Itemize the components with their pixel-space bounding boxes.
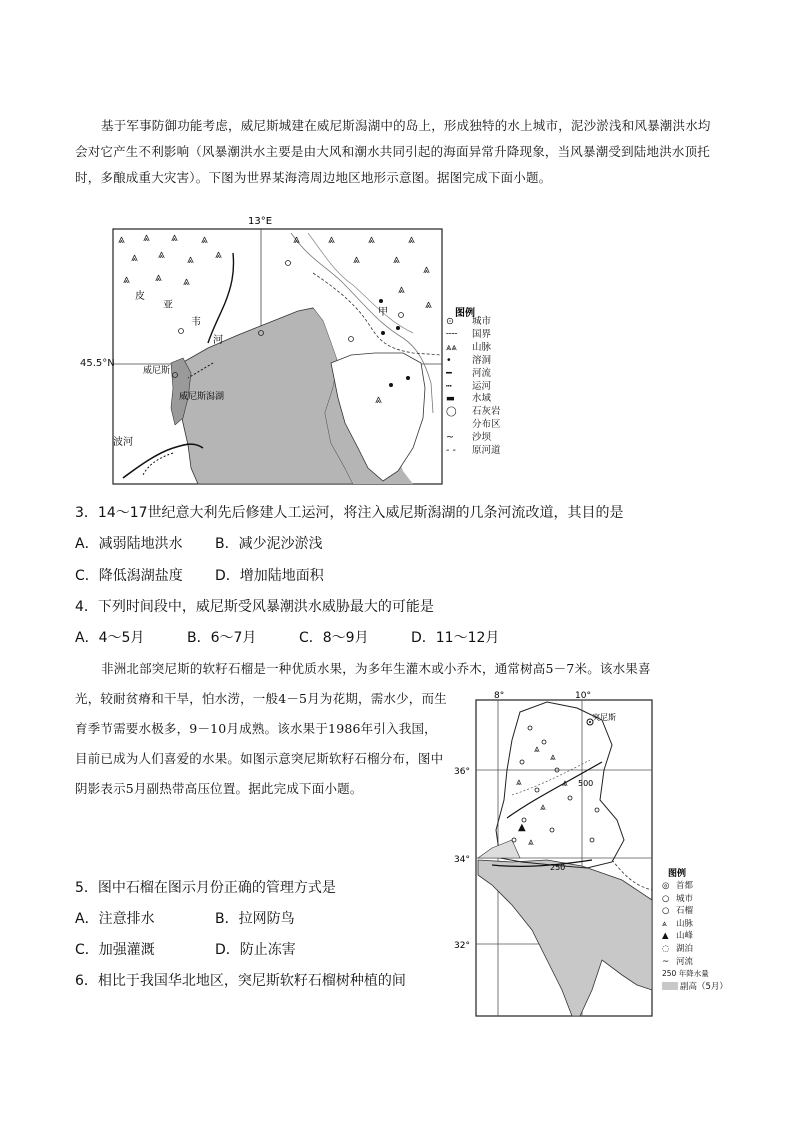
q5-options-row1 <box>75 908 295 928</box>
svg-text:⩓: ⩓ <box>171 230 178 244</box>
map2-legend-title: 图例 <box>668 869 687 879</box>
river2-icon: ~ <box>662 956 670 967</box>
legend-city2: 城市 <box>676 893 694 904</box>
svg-text:⩓: ⩓ <box>528 837 534 848</box>
legend-canal: 运河 <box>472 380 492 392</box>
lon-label: 13°E <box>248 216 273 227</box>
subtropical-high-icon <box>662 982 678 990</box>
q4-options <box>75 627 499 647</box>
svg-text:▲: ▲ <box>518 822 526 833</box>
svg-text:⩓: ⩓ <box>131 250 138 264</box>
legend-peak: 山峰 <box>676 931 694 942</box>
q5-option-c[interactable]: C．加强灌溉 <box>75 942 155 958</box>
legend-cave: 溶洞 <box>472 354 492 366</box>
q3-options-row1 <box>75 533 323 553</box>
legend-river2: 河流 <box>676 956 694 967</box>
svg-text:⩓: ⩓ <box>158 247 165 261</box>
legend-border: 国界 <box>472 328 492 340</box>
legend-water: 水域 <box>472 393 492 405</box>
legend-mountain: 山脉 <box>472 341 492 353</box>
svg-text:⩓: ⩓ <box>328 232 335 246</box>
mountain2-icon: ⩓ <box>662 918 667 929</box>
map-venice-gulf <box>113 213 475 489</box>
q3-option-a[interactable]: A．减弱陆地洪水 <box>75 536 183 552</box>
legend-high: 副高（5月） <box>680 981 728 992</box>
canal-icon: ┅ <box>446 380 452 392</box>
city-icon: ⊙ <box>446 316 454 327</box>
border-icon: ╌╌ <box>446 328 458 340</box>
passage-2-line1-text: 非洲北部突尼斯的软籽石榴是一种优质水果，为多年生灌木或小乔木，通常树高5－7米。该水果喜 <box>101 661 651 676</box>
svg-text:⩓: ⩓ <box>368 232 375 246</box>
passage-1 <box>75 113 720 191</box>
legend-mountain2: 山脉 <box>676 918 694 929</box>
lon-10-label: 10° <box>575 691 591 701</box>
legend-limestone: 石灰岩 <box>472 406 501 418</box>
q4-option-d[interactable]: D．11～12月 <box>411 630 500 646</box>
svg-text:⩓: ⩓ <box>425 297 432 311</box>
passage-2-rest: 光，较耐贫瘠和干旱，怕水涝，一般4－5月为花期，需水少，而生育季节需要水极多，9－10月成熟。该水果于1986年引入我国，目前已成为人们喜爱的水果。如图示意突尼斯软籽石榴分布，图中阴影表示5月副热带高压位置。据此完成下面小题。 <box>75 691 447 796</box>
lagoon-label: 威尼斯潟湖 <box>179 392 225 402</box>
lat-32-label: 32° <box>454 941 470 951</box>
svg-text:⩓: ⩓ <box>534 744 540 755</box>
peak-icon: ▲ <box>662 931 669 942</box>
legend-sandbar: 沙坝 <box>472 432 492 444</box>
legend-pomegranate: 石榴 <box>676 906 694 917</box>
svg-text:⩓: ⩓ <box>550 752 556 763</box>
venice-label: 威尼斯 <box>143 366 171 376</box>
svg-text:⩓: ⩓ <box>408 232 415 246</box>
svg-text:⩓: ⩓ <box>187 252 194 266</box>
svg-text:⩓: ⩓ <box>353 252 360 266</box>
svg-text:⩓: ⩓ <box>143 230 150 244</box>
lat-36-label: 36° <box>454 767 470 777</box>
svg-text:⩓: ⩓ <box>183 274 190 288</box>
q5-option-b[interactable]: B．拉网防鸟 <box>215 911 295 927</box>
svg-text:⩓: ⩓ <box>423 262 430 276</box>
tunis-label: 突尼斯 <box>592 713 616 722</box>
city2-icon: ○ <box>662 893 670 904</box>
q5-option-a[interactable]: A．注意排水 <box>75 911 155 927</box>
map1-lat-label: 45.5°N <box>80 358 115 369</box>
q4-option-a[interactable]: A．4～5月 <box>75 630 145 646</box>
svg-text:⩓: ⩓ <box>516 777 522 788</box>
q5-options-row2 <box>75 939 296 959</box>
limestone-icon: ◯ <box>446 406 457 418</box>
sandbar-icon: ~ <box>446 432 454 444</box>
q6-stem: 6．相比于我国华北地区，突尼斯软籽石榴树种植的间 <box>75 973 406 989</box>
lat-34-label: 34° <box>454 855 470 865</box>
legend-city: 城市 <box>472 316 492 327</box>
svg-text:⩓: ⩓ <box>562 778 568 789</box>
capital-icon: ◎ <box>662 881 670 891</box>
svg-text:⩓: ⩓ <box>118 232 125 246</box>
svg-text:⩓: ⩓ <box>215 247 222 261</box>
q4-stem: 4．下列时间段中，威尼斯受风暴潮洪水威胁最大的可能是 <box>75 599 434 615</box>
river-icon: ━ <box>446 367 452 379</box>
legend-limestone-2: 分布区 <box>472 419 501 431</box>
river-char-1: 皮 <box>135 291 145 302</box>
legend-precip: 250 年降水量 <box>662 969 709 979</box>
svg-text:⩓: ⩓ <box>398 282 405 296</box>
old-river-icon: - - <box>446 445 456 457</box>
cave-icon: • <box>446 354 452 366</box>
pomegranate-icon: ○ <box>662 906 670 917</box>
svg-text:⩓: ⩓ <box>293 232 300 246</box>
svg-text:⩓: ⩓ <box>123 272 130 286</box>
isohyet-250-label: 250 <box>550 863 566 872</box>
passage-2-line1 <box>75 656 720 682</box>
river-char-2: 亚 <box>163 300 173 311</box>
mountain-icon: ⩓⩓ <box>446 341 457 353</box>
svg-text:⩓: ⩓ <box>393 252 400 266</box>
lon-8-label: 8° <box>494 691 505 701</box>
legend-river: 河流 <box>472 367 492 379</box>
map1-legend-title: 图例 <box>455 308 475 319</box>
svg-text:⩓: ⩓ <box>155 270 162 284</box>
svg-text:⩓: ⩓ <box>540 802 546 813</box>
legend-capital: 首都 <box>676 881 694 891</box>
q3-option-d[interactable]: D．增加陆地面积 <box>215 568 324 584</box>
q4-option-c[interactable]: C．8～9月 <box>299 630 369 646</box>
legend-old-river: 原河道 <box>472 445 501 457</box>
passage-1-text: 基于军事防御功能考虑，威尼斯城建在威尼斯潟湖中的岛上，形成独特的水上城市，泥沙淤浅和风暴潮洪水均会对它产生不利影响（风暴潮洪水主要是由大风和潮水共同引起的海面异常升降现象，当风暴潮受到陆地洪水顶托时，多酿成重大灾害）。下图为世界某海湾周边地区地形示意图。据图完成下面小题。 <box>75 118 711 185</box>
map1-legend <box>446 310 516 458</box>
q4-option-b[interactable]: B．6～7月 <box>187 630 257 646</box>
map2-legend <box>662 880 732 993</box>
po-river-label: 波河 <box>113 437 133 448</box>
q5-option-d[interactable]: D．防止冻害 <box>215 942 296 958</box>
isohyet-500-label: 500 <box>578 779 594 788</box>
legend-lake: 湖泊 <box>676 943 694 954</box>
q3-option-b[interactable]: B．减少泥沙淤浅 <box>215 536 323 552</box>
lake-icon: ◌ <box>662 943 670 954</box>
water-icon: ▬ <box>446 393 455 405</box>
q5-stem: 5．图中石榴在图示月份正确的管理方式是 <box>75 880 336 896</box>
svg-text:⩓: ⩓ <box>375 392 382 406</box>
jia-label: 甲 <box>378 307 388 318</box>
q3-option-c[interactable]: C．降低潟湖盐度 <box>75 568 183 584</box>
river-char-4: 河 <box>213 335 223 346</box>
q3-options-row2 <box>75 565 324 585</box>
svg-text:⩓: ⩓ <box>201 232 208 246</box>
q3-stem: 3．14～17世纪意大利先后修建人工运河，将注入威尼斯潟湖的几条河流改道，其目的是 <box>75 505 624 521</box>
river-char-3: 韦 <box>191 317 201 328</box>
